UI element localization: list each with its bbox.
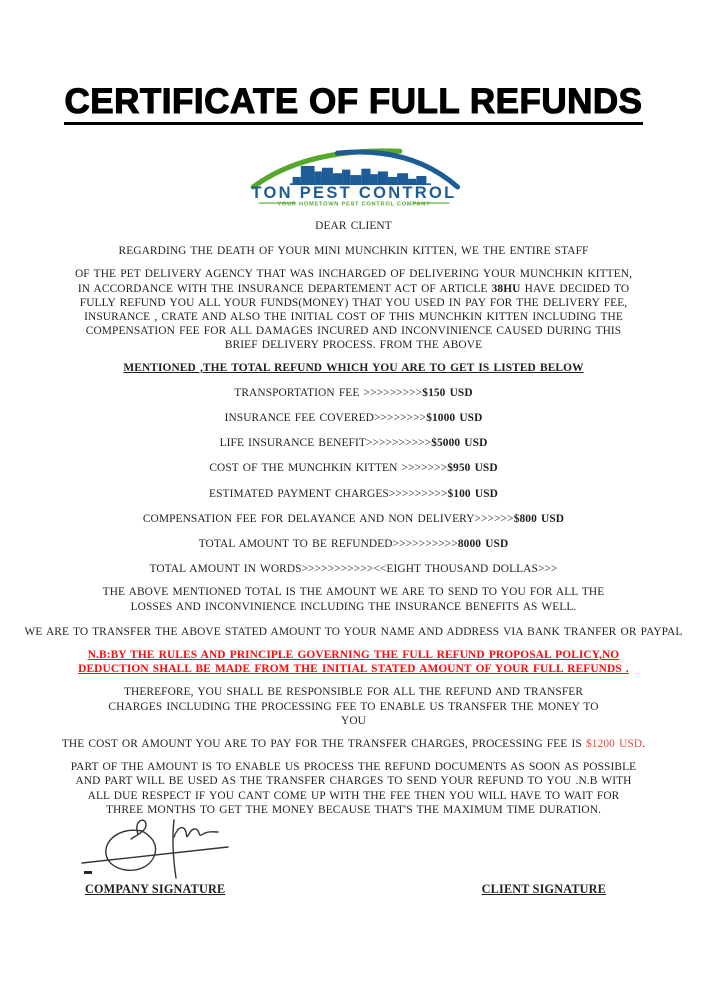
fee-line-compensation [0, 512, 707, 526]
fee-amount: $150 USD [422, 386, 473, 399]
company-signature-label: COMPANY SIGNATURE [85, 882, 226, 896]
fee-label: TRANSPORTATION FEE >>>>>>>>> [234, 386, 423, 399]
body-paragraph-3: WE ARE TO TRANSFER THE ABOVE STATED AMOUNT TO YOUR NAME AND ADDRESS VIA BANK TRANFER OR PAYPAL [24, 625, 683, 638]
processing-fee-amount: $1200 USD [585, 738, 643, 751]
nb-warning-notice: N.B:BY THE RULES AND PRINCIPLE GOVERNING THE FULL REFUND PROPOSAL POLICY,NO DEDUCTION SHALL BE MADE FROM THE INITIAL STATED AMOUNT OF YOUR FULL REFUNDS . [78, 649, 629, 676]
fee-amount: $5000 USD [431, 437, 488, 450]
fee-amount: 8000 USD [457, 538, 509, 551]
body-paragraph-1 [75, 267, 633, 352]
body-paragraph-4: THEREFORE, YOU SHALL BE RESPONSIBLE FOR ALL THE REFUND AND TRANSFER CHARGES INCLUDING THE PROCESSING FEE TO ENABLE US TRANSFER THE MONEY TO YOU [108, 686, 599, 727]
fee-line-life-insurance [0, 436, 707, 450]
fee-amount: $1000 USD [426, 412, 483, 425]
fee-line-payment-charges [0, 487, 707, 501]
fee-amount: $950 USD [447, 462, 498, 475]
fee-line-kitten-cost [0, 461, 707, 475]
article-number: 38HU [491, 282, 521, 295]
fee-label: COMPENSATION FEE FOR DELAYANCE AND NON DELIVERY>>>>>> [142, 512, 514, 525]
page-title: CERTIFICATE OF FULL REFUNDS [64, 84, 642, 125]
fee-line-total [0, 537, 707, 551]
body-paragraph-5: PART OF THE AMOUNT IS TO ENABLE US PROCESS THE REFUND DOCUMENTS AS SOON AS POSSIBLE AND PART WILL BE USED AS THE TRANSFER CHARGES TO SEND YOUR REFUND TO YOU .N.B WITH ALL DUE RESPECT IF YOU CANT COME UP WITH THE FEE THEN YOU WILL HAVE TO WAIT FOR THREE MONTHS TO GET THE MONEY BECAUSE THAT'S THE MAXIMUM TIME DURATION. [70, 761, 637, 816]
salutation: DEAR CLIENT [315, 220, 392, 232]
fee-line-transportation [0, 386, 707, 400]
body-paragraph-2: THE ABOVE MENTIONED TOTAL IS THE AMOUNT WE ARE TO SEND TO YOU FOR ALL THE LOSSES AND INCONVINIENCE INCLUDING THE INSURANCE BENEFITS AS WELL. [102, 586, 605, 613]
fee-line-total-in-words [0, 562, 707, 576]
fee-label: INSURANCE FEE COVERED>>>>>>>> [224, 412, 427, 425]
fee-label: TOTAL AMOUNT TO BE REFUNDED>>>>>>>>>> [198, 538, 458, 551]
fee-label: LIFE INSURANCE BENEFIT>>>>>>>>>> [219, 437, 432, 450]
processing-fee-pre: THE COST OR AMOUNT YOU ARE TO PAY FOR THE TRANSFER CHARGES, PROCESSING FEE IS [61, 738, 586, 751]
refund-fee-list [0, 386, 707, 577]
fee-amount: $100 USD [447, 487, 498, 500]
company-logo [244, 143, 464, 209]
logo-company-name: TON PEST CONTROL [250, 184, 457, 202]
fee-line-insurance [0, 411, 707, 425]
paragraph-1-post: HAVE DECIDED TO FULLY REFUND YOU ALL YOUR FUNDS(MONEY) THAT YOU USED IN PAY FOR THE DELIVERY FEE, INSURANCE , CRATE AND ALSO THE INITIAL COST OF THIS MUNCHKIN KITTEN INCLUDING THE COMPENSATION FEE FOR ALL DAMAGES INCURED AND INCONVINIENCE CAUSED DURING THIS BRIEF DELIVERY PROCESS. FROM THE ABOVE [79, 282, 630, 352]
signature-labels-row [85, 882, 606, 897]
processing-fee-line [0, 737, 707, 751]
intro-line: REGARDING THE DEATH OF YOUR MINI MUNCHKIN KITTEN, WE THE ENTIRE STAFF [118, 245, 589, 258]
refund-list-heading: MENTIONED ,THE TOTAL REFUND WHICH YOU ARE TO GET IS LISTED BELOW [123, 361, 584, 374]
margin-dash-mark [84, 871, 92, 874]
fee-label: ESTIMATED PAYMENT CHARGES>>>>>>>>> [209, 487, 448, 500]
fee-label: TOTAL AMOUNT IN WORDS>>>>>>>>>>> [149, 563, 374, 576]
handwritten-signature [76, 810, 258, 882]
pest-control-logo-graphic [244, 143, 464, 209]
fee-label: COST OF THE MUNCHKIN KITTEN >>>>>>> [209, 462, 448, 475]
fee-amount: $800 USD [513, 512, 565, 525]
client-signature-label: CLIENT SIGNATURE [481, 882, 606, 896]
processing-fee-post: . [642, 738, 646, 751]
fee-amount: <<EIGHT THOUSAND DOLLAS>>> [373, 563, 558, 576]
city-skyline-icon [289, 166, 430, 185]
paragraph-1-pre: OF THE PET DELIVERY AGENCY THAT WAS INCHARGED OF DELIVERING YOUR MUNCHKIN KITTEN, IN ACCORDANCE WITH THE INSURANCE DEPARTEMENT ACT OF ARTICLE [74, 268, 633, 295]
logo-tagline: YOUR HOMETOWN PEST CONTROL COMPANY [276, 201, 431, 208]
